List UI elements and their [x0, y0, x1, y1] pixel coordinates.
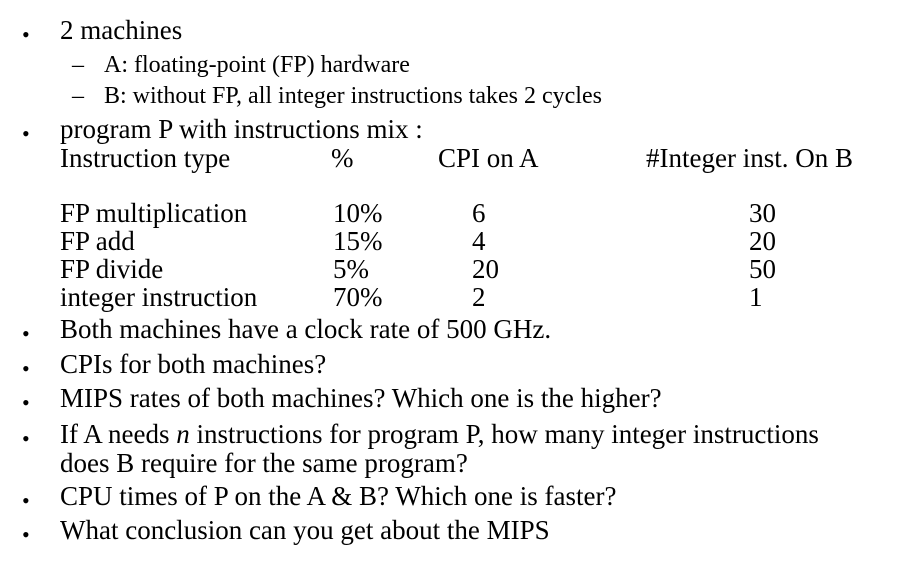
sub-bullet-b: B: without FP, all integer instructions takes 2 cycles — [104, 83, 602, 109]
bullet-conclusion: What conclusion can you get about the MIPS — [60, 515, 550, 545]
table-header-type: Instruction type — [60, 143, 231, 173]
table-cell: 15% — [333, 226, 383, 256]
table-cell: 1 — [749, 282, 763, 312]
table-cell: FP multiplication — [60, 198, 248, 228]
bullet-mips: MIPS rates of both machines? Which one is the higher? — [60, 383, 662, 413]
table-cell: 30 — [749, 198, 776, 228]
question-text-pre: If A needs — [60, 419, 177, 449]
bullet-question-line2: does B require for the same program? — [60, 448, 468, 478]
bullet-cpis: CPIs for both machines? — [60, 349, 327, 379]
table-header-integer: #Integer inst. On B — [646, 143, 853, 173]
bullet-machines: 2 machines — [60, 15, 183, 45]
table-header-cpi: CPI on A — [438, 143, 539, 173]
bullet-icon: • — [22, 321, 30, 346]
bullet-icon: • — [22, 356, 30, 381]
bullet-icon: • — [22, 488, 30, 513]
bullet-icon: • — [22, 426, 30, 451]
bullet-icon: • — [22, 22, 30, 47]
table-cell: 2 — [472, 282, 486, 312]
dash-icon: – — [72, 52, 84, 78]
question-text-post: instructions for program P, how many integer instructions — [189, 419, 819, 449]
bullet-question-line1 — [60, 421, 819, 448]
bullet-clock: Both machines have a clock rate of 500 GHz. — [60, 314, 552, 344]
sub-bullet-a: A: floating-point (FP) hardware — [104, 52, 410, 78]
bullet-icon: • — [22, 121, 30, 146]
table-cell: 6 — [472, 198, 486, 228]
table-cell: 10% — [333, 198, 383, 228]
table-cell: FP divide — [60, 254, 164, 284]
table-header-percent: % — [331, 143, 354, 173]
table-cell: 20 — [472, 254, 499, 284]
bullet-icon: • — [22, 390, 30, 415]
table-cell: 50 — [749, 254, 776, 284]
table-cell: 20 — [749, 226, 776, 256]
table-cell: FP add — [60, 226, 135, 256]
table-cell: 70% — [333, 282, 383, 312]
dash-icon: – — [72, 83, 84, 109]
bullet-cpu-times: CPU times of P on the A & B? Which one is faster? — [60, 481, 617, 511]
table-cell: integer instruction — [60, 282, 258, 312]
table-cell: 4 — [472, 226, 486, 256]
variable-n: n — [176, 419, 190, 449]
bullet-program: program P with instructions mix : — [60, 114, 423, 144]
bullet-icon: • — [22, 522, 30, 547]
table-cell: 5% — [333, 254, 369, 284]
